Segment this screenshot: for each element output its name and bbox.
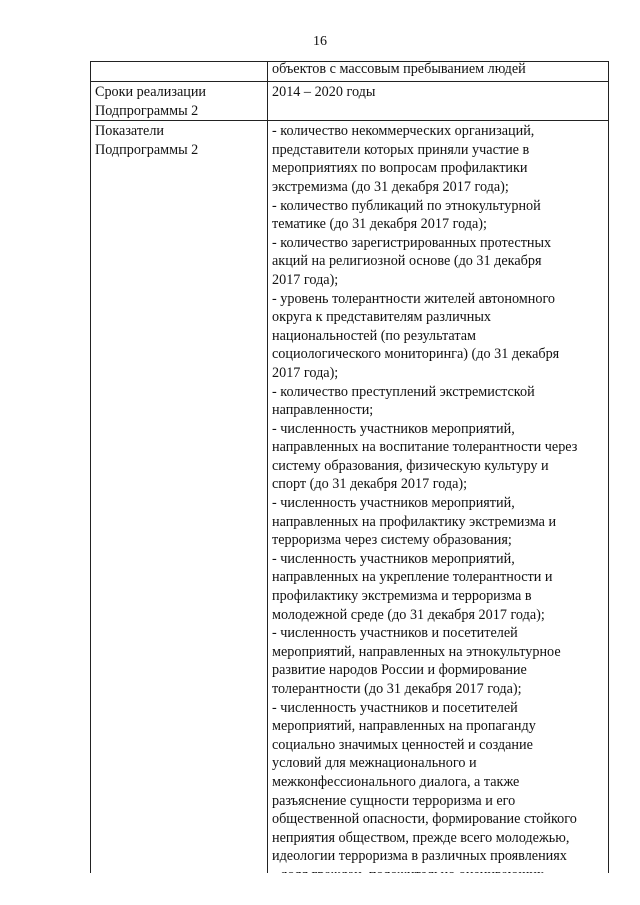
indicator-line: неприятия обществом, прежде всего молодежью, — [272, 829, 570, 846]
indicator-line: спорт (до 31 декабря 2017 года); — [272, 476, 468, 493]
period-label-cell — [91, 82, 268, 121]
indicator-line: терроризма через систему образования; — [272, 532, 512, 549]
indicator-line: - численность участников и посетителей — [272, 699, 518, 716]
period-label-line: Сроки реализации — [95, 84, 207, 100]
indicator-line: разъяснение сущности терроризма и его — [272, 792, 516, 809]
indicators-label-line: Подпрограммы 2 — [95, 141, 199, 158]
indicators-label-cell — [91, 121, 268, 904]
indicator-line: условий для межнационального и — [272, 755, 477, 772]
indicator-line: общественной опасности, формирование стойкого — [272, 811, 577, 828]
page-number: 16 — [313, 34, 327, 49]
indicator-line: идеологии терроризма в различных проявлениях — [272, 848, 567, 865]
indicator-line: 2017 года); — [272, 364, 339, 381]
indicator-line: профилактику экстремизма и терроризма в — [272, 588, 532, 605]
indicator-line: национальностей (по результатам — [272, 327, 476, 344]
indicator-line: - численность участников мероприятий, — [272, 550, 515, 567]
indicator-line: толерантности (до 31 декабря 2017 года); — [272, 681, 522, 697]
indicator-line: тематике (до 31 декабря 2017 года); — [272, 216, 487, 233]
indicator-line: - уровень толерантности жителей автономного — [272, 290, 556, 307]
indicator-line: - численность участников мероприятий, — [272, 420, 515, 437]
indicators-value-cell — [268, 121, 609, 904]
indicator-line: округа к представителям различных — [272, 309, 492, 326]
indicator-line: мероприятий, направленных на этнокультурное — [272, 643, 561, 660]
indicator-line: социально значимых ценностей и создание — [272, 736, 533, 753]
indicator-line: мероприятий, направленных на пропаганду — [272, 718, 536, 735]
table-row-period — [91, 82, 609, 121]
indicator-line: - количество преступлений экстремистской — [272, 383, 535, 400]
page-bottom-margin — [0, 873, 640, 905]
indicator-line: акций на религиозной основе (до 31 декабря — [272, 253, 542, 270]
indicator-line: экстремизма (до 31 декабря 2017 года); — [272, 178, 509, 195]
program-passport-table — [90, 61, 609, 904]
period-label-line: Подпрограммы 2 — [95, 102, 199, 119]
indicator-line: - количество зарегистрированных протестных — [272, 234, 552, 251]
indicator-line: мероприятиях по вопросам профилактики — [272, 160, 528, 177]
indicator-line: - количество некоммерческих организаций, — [272, 123, 535, 140]
indicator-line: - количество публикаций по этнокультурной — [272, 197, 541, 214]
indicators-label-line: Показатели — [95, 123, 165, 140]
indicator-line: систему образования, физическую культуру и — [272, 457, 549, 474]
period-value-cell: 2014 – 2020 годы — [268, 82, 609, 121]
indicator-line: направленных на укрепление толерантности и — [272, 569, 553, 586]
continuation-cell: объектов с массовым пребыванием людей — [268, 62, 609, 82]
indicator-line: 2017 года); — [272, 271, 339, 288]
indicator-line: межконфессионального диалога, а также — [272, 773, 520, 790]
indicator-line: молодежной среде (до 31 декабря 2017 года); — [272, 606, 545, 623]
indicator-line: представители которых приняли участие в — [272, 141, 530, 158]
indicator-line: - численность участников мероприятий, — [272, 495, 515, 512]
table-row-continuation — [91, 62, 609, 82]
empty-label-cell — [91, 62, 268, 82]
indicator-line: направленных на профилактику экстремизма и — [272, 513, 557, 530]
indicator-line: развитие народов России и формирование — [272, 662, 527, 679]
indicator-line: направленности; — [272, 402, 374, 419]
indicator-line: - численность участников и посетителей — [272, 625, 518, 642]
indicator-line: направленных на воспитание толерантности через — [272, 439, 578, 456]
table-row-indicators — [91, 121, 609, 904]
indicator-line: социологического мониторинга) (до 31 декабря — [272, 346, 560, 363]
